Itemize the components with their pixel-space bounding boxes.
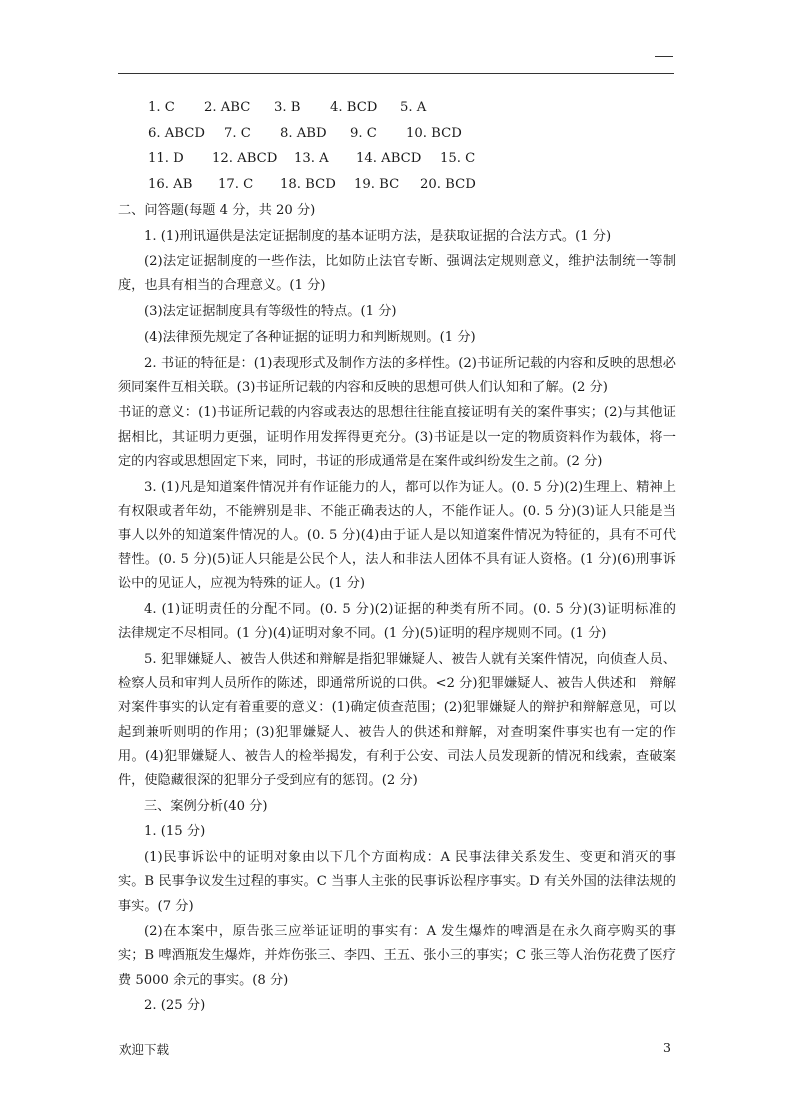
answer-row (118, 173, 676, 197)
page-number: 3 (663, 1040, 671, 1055)
answer-item: 17. C (218, 177, 254, 193)
answer-item: 14. ABCD (356, 151, 422, 167)
header-mark (655, 56, 673, 57)
answer-item: 9. C (350, 125, 377, 141)
answer-item: 13. A (294, 151, 329, 167)
answer-item: 16. AB (148, 177, 193, 193)
answer-item: 2. ABC (204, 100, 251, 115)
answer-paragraph: 2. (25 分) (144, 998, 206, 1014)
answer-item: 11. D (148, 151, 184, 167)
answer-item: 3. B (274, 100, 301, 115)
header-rule (118, 73, 674, 74)
answer-paragraph: (2)法定证据制度的一些作法，比如防止法官专断、强调法定规则意义，维护法制统一等制度，也具有相当的合理意义。(1 分) (118, 254, 676, 294)
answer-item: 6. ABCD (148, 125, 205, 141)
answer-item: 15. C (440, 151, 476, 167)
answer-item: 8. ABD (280, 125, 327, 141)
answer-paragraph: (3)法定证据制度具有等级性的特点。(1 分) (144, 304, 397, 320)
answer-paragraph: 5. 犯罪嫌疑人、被告人供述和辩解是指犯罪嫌疑人、被告人就有关案件情况，向侦查人员、检察人员和审判人员所作的陈述，即通常所说的口供。<2 分)犯罪嫌疑人、被告人供述和 辩解对案件事实的认定有着重要的意义：(1)确定侦查范围；(2)犯罪嫌疑人的辩护和辩解意见，可以起到兼听则明的作用；(3)犯罪嫌疑人、被告人的供述和辩解，对查明案件事实也有一定的作用。(4)犯罪嫌疑人、被告人的检举揭发，有利于公安、司法人员发现新的情况和线索，查破案件，使隐藏很深的犯罪分子受到应有的惩罚。(2 分) (118, 651, 676, 788)
answer-paragraph: 1. (15 分) (144, 824, 206, 840)
answer-item: 18. BCD (280, 177, 336, 193)
section-heading-case: 三、案例分析(40 分) (144, 798, 268, 814)
page-content (118, 96, 690, 1020)
answer-paragraph: 1. (1)刑讯逼供是法定证据制度的基本证明方法，是获取证据的合法方式。(1 分) (144, 228, 612, 244)
answer-item: 10. BCD (406, 125, 462, 141)
answer-paragraph: (4)法律预先规定了各种证据的证明力和判断规则。(1 分) (144, 329, 476, 345)
section-heading-qa: 二、问答题(每题 4 分，共 20 分) (118, 202, 316, 218)
answer-row (118, 147, 676, 171)
answer-paragraph: 3. (1)凡是知道案件情况并有作证能力的人，都可以作为证人。(0. 5 分)(2)生理上、精神上有权限或者年幼，不能辨别是非、不能正确表达的人，不能作证人。(0. 5 分)(3)证人只能是当事人以外的知道案件情况的人。(0. 5 分)(4)由于证人是以知道案件情况为特征的，具有不可代替性。(0. 5 分)(5)证人只能是公民个人，法人和非法人团体不具有证人资格。(1 分)(6)刑事诉讼中的见证人，应视为特殊的证人。(1 分) (118, 479, 676, 592)
answer-item: 4. BCD (330, 100, 378, 115)
answer-paragraph: 书证的意义：(1)书证所记载的内容或表达的思想往往能直接证明有关的案件事实；(2)与其他证据相比，其证明力更强，证明作用发挥得更充分。(3)书证是以一定的物质资料作为载体，将一定的内容或思想固定下来，同时，书证的形成通常是在案件或纠纷发生之前。(2 分) (118, 405, 676, 469)
answer-item: 5. A (400, 100, 427, 115)
answer-item: 20. BCD (420, 177, 476, 193)
answer-item: 12. ABCD (212, 151, 278, 167)
answer-item: 19. BC (354, 177, 400, 193)
answer-paragraph: (1)民事诉讼中的证明对象由以下几个方面构成：A 民事法律关系发生、变更和消灭的事实。B 民事争议发生过程的事实。C 当事人主张的民事诉讼程序事实。D 有关外国的法律法规的事实。(7 分) (118, 850, 676, 914)
answer-paragraph: 4. (1)证明责任的分配不同。(0. 5 分)(2)证据的种类有所不同。(0. 5 分)(3)证明标准的 法律规定不尽相同。(1 分)(4)证明对象不同。(1 分)(5)证明的程序规则不同。(1 分) (118, 602, 690, 642)
answer-paragraph: (2)在本案中，原告张三应举证证明的事实有：A 发生爆炸的啤酒是在永久商亭购买的事实；B 啤酒瓶发生爆炸，并炸伤张三、李四、王五、张小三的事实；C 张三等人治伤花费了医疗费 5000 余元的事实。(8 分) (118, 924, 676, 988)
answer-item: 1. C (148, 100, 175, 115)
footer-text: 欢迎下载 (119, 1042, 170, 1057)
answer-row (118, 122, 676, 146)
answer-row (118, 96, 676, 120)
answer-item: 7. C (224, 125, 251, 141)
answer-paragraph: 2. 书证的特征是：(1)表现形式及制作方法的多样性。(2)书证所记载的内容和反映的思想必须同案件互相关联。(3)书证所记载的内容和反映的思想可供人们认知和了解。(2 分) (118, 355, 676, 395)
multiple-choice-answers (118, 96, 676, 197)
